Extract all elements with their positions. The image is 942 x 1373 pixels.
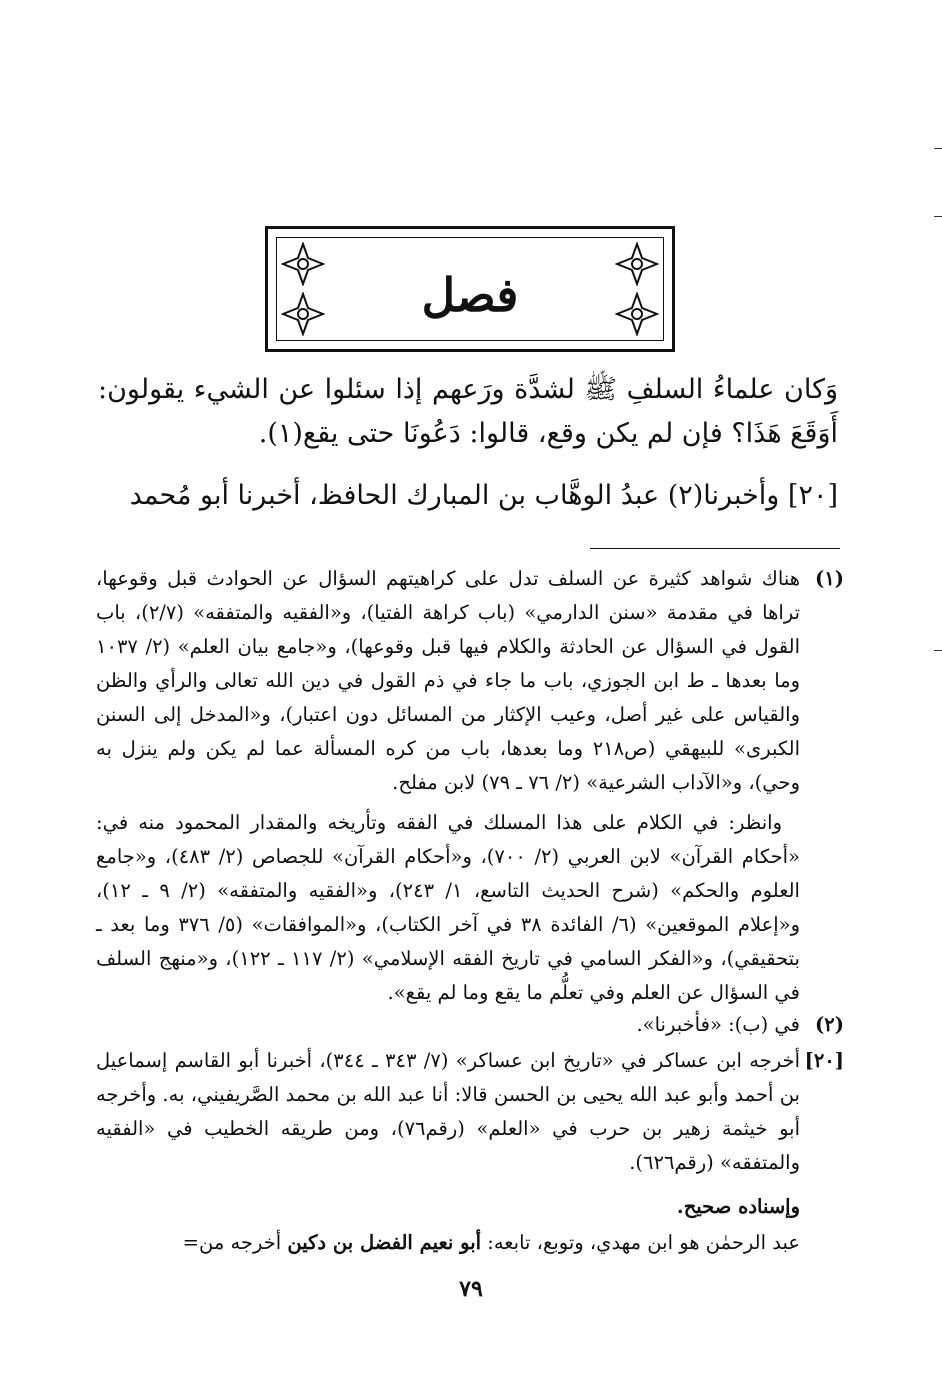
footnote-text: هناك شواهد كثيرة عن السلف تدل على كراهيتهم السؤال عن الحوادث قبل وقوعها، تراها في مقدمة «سنن الدارمي» (باب كراهة الفتيا)، و«الفقيه والمتفقه» (٢/٧)، باب القول في السؤال عن الحادثة والكلام فيها قبل وقوعها)، و«جامع بيان العلم» (٢/ ١٠٣٧ وما بعدها ـ ط ابن الجوزي، باب ما جاء في ذم القول في دين الله تعالى والرأي والظن والقياس على غير أصل، وعيب الإكثار من المسائل دون اعتبار)، و«المدخل إلى السنن الكبرى» للبيهقي (ص٢١٨ وما بعدها، باب من كره المسألة عما لم يكن ولم ينزل به وحي)، و«الآداب الشرعية» (٢/ ٧٦ ـ ٧٩) لابن مفلح. (96, 567, 801, 794)
chapter-heading-frame (265, 226, 675, 352)
heading-inner-border (276, 237, 664, 341)
edge-mark (934, 650, 942, 651)
footnote-number: (٢) (815, 1013, 844, 1036)
footnote-narration-20 (96, 1044, 844, 1180)
page-number: ٧٩ (459, 1276, 483, 1302)
narrator-name: أبو نعيم الفضل بن دكين (287, 1231, 482, 1254)
edge-mark (934, 216, 942, 217)
footnote-text: في (ب): «فأخبرنا». (636, 1013, 800, 1036)
last-line-part: عبد الرحمٰن هو ابن مهدي، وتوبع، تابعه: (481, 1231, 800, 1254)
chapter-title: فصل (421, 268, 519, 322)
footnote-2 (96, 1008, 844, 1042)
footnote-text-continued: وانظر: في الكلام على هذا المسلك في الفقه وتأريخه والمقدار المحمود منه في: «أحكام القرآن» لابن العربي (٢/ ٧٠٠)، و«أحكام القرآن» للجصاص (٢/ ٤٨٣)، و«جامع العلوم والحكم» (شرح الحديث التاسع، ١/ ٢٤٣)، و«الفقيه والمتفقه» (٢/ ٩ ـ ١٢)، و«إعلام الموقعين» (٦/ الفائدة ٣٨ في آخر الكتاب)، و«الموافقات» (٥/ ٣٧٦ وما بعد ـ بتحقيقي)، و«الفكر السامي في تاريخ الفقه الإسلامي» (٢/ ١١٧ ـ ١٢٢)، و«منهج السلف في السؤال عن العلم وفي تعلُّم ما يقع وما لم يقع». (96, 811, 800, 1004)
footnote-separator (590, 548, 840, 549)
last-line-part: أخرجه من= (182, 1231, 288, 1254)
footnote-last-line (96, 1226, 844, 1260)
footnote-number: (١) (815, 567, 844, 590)
main-paragraph: وَكان علماءُ السلفِ ﷺ لشدَّة ورَعهم إذا سئلوا عن الشيء يقولون: أَوَقَعَ هَذَا؟ فإن لم يكن وقع، قالوا: دَعُونَا حتى يقع(١). (98, 374, 838, 449)
main-paragraph-narration: [٢٠] وأخبرنا(٢) عبدُ الوهَّاب بن المبارك الحافظ، أخبرنا أبو مُحمد (129, 480, 838, 511)
footnote-number: [٢٠] (804, 1049, 844, 1072)
isnad-grade: وإسناده صحيح. (676, 1195, 800, 1218)
footnote-1 (96, 562, 844, 1010)
footnote-text: أخرجه ابن عساكر في «تاريخ ابن عساكر» (٧/ ٣٤٣ ـ ٣٤٤)، أخبرنا أبو القاسم إسماعيل بن أحمد وأبو عبد الله يحيى بن الحسن قالا: أنا عبد الله بن محمد الصَّريفيني، به. وأخرجه أبو خيثمة زهير بن حرب في «العلم» (رقم٧٦)، ومن طريقه الخطيب في «الفقيه والمتفقه» (رقم٦٢٦). (96, 1049, 800, 1174)
edge-mark (934, 148, 942, 149)
